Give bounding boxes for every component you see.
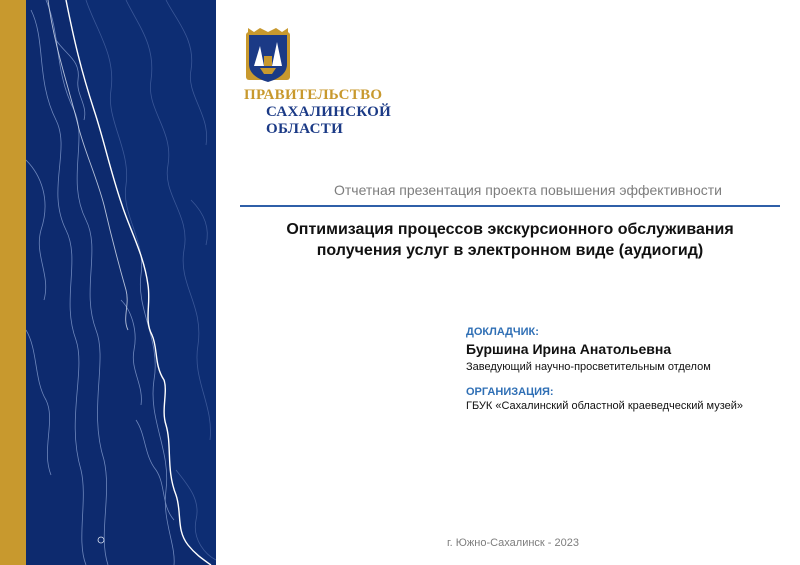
- title-line-1: Оптимизация процессов экскурсионного обслуживания: [286, 221, 734, 238]
- title-line-2: получения услуг в электронном виде (аудиогид): [316, 242, 704, 259]
- presentation-subtitle: Отчетная презентация проекта повышения эффективности: [333, 182, 722, 198]
- coat-of-arms-icon: [240, 26, 296, 84]
- government-brand-line-3: ОБЛАСТИ: [266, 121, 344, 137]
- gold-side-strip: [0, 0, 26, 565]
- organization-label: ОРГАНИЗАЦИЯ:: [466, 386, 554, 398]
- map-contour-lines: [26, 0, 216, 565]
- organization-name: ГБУК «Сахалинский областной краеведческий музей»: [466, 400, 744, 412]
- speaker-name: Буршина Ирина Анатольевна: [466, 341, 672, 357]
- speaker-position: Заведующий научно-просветительным отделом: [466, 361, 711, 373]
- divider-line: [240, 205, 780, 207]
- government-brand-line-1: ПРАВИТЕЛЬСТВО: [244, 87, 383, 103]
- speaker-label: ДОКЛАДЧИК:: [466, 326, 539, 338]
- sakhalin-map-panel: [26, 0, 216, 565]
- footer-location-year: г. Южно-Сахалинск - 2023: [447, 537, 579, 549]
- presentation-title: [230, 219, 790, 261]
- government-brand-line-2: САХАЛИНСКОЙ: [266, 104, 392, 120]
